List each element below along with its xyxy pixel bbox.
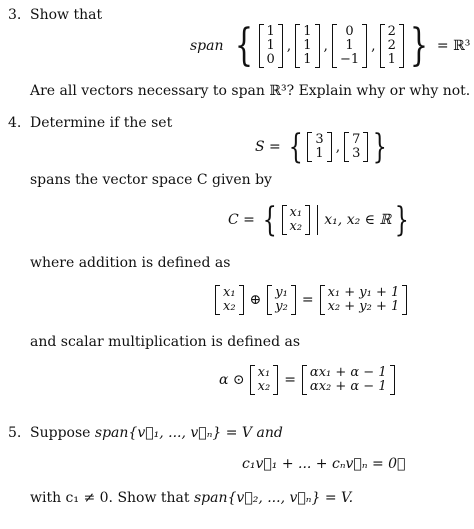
problem-3-intro: Show that	[30, 7, 103, 23]
problem-3-number: 3.	[8, 7, 22, 23]
vector-2: 1 1 1	[295, 24, 319, 68]
addition-definition: x₁ x₂ ⊕ y₁ y₂ = x₁ + y₁ + 1 x₂ + y₂ + 1	[214, 281, 408, 319]
left-brace: {	[234, 20, 253, 71]
add-result-vector: x₁ + y₁ + 1 x₂ + y₂ + 1	[320, 285, 408, 315]
problem-4-number: 4.	[8, 115, 22, 131]
problem-3-span-equation: span { 1 1 0 , 1 1 1 , 0 1 −1 , 2 2 1 } = ℝ³	[190, 20, 471, 71]
problem-5-number: 5.	[8, 425, 22, 441]
space-c-definition: C = { x₁ x₂ x₁, x₂ ∈ ℝ }	[228, 200, 409, 240]
right-brace: }	[409, 20, 428, 71]
problem-5-intro: Suppose span{v⃗₁, ..., v⃗ₙ} = V and	[30, 425, 283, 441]
spans-text: spans the vector space C given by	[30, 172, 272, 188]
c-lhs: C =	[228, 212, 255, 228]
vector-1: 1 1 0	[259, 24, 283, 68]
vector-4: 2 2 1	[380, 24, 404, 68]
set-s-lhs: S =	[255, 139, 281, 155]
scalar-intro: and scalar multiplication is defined as	[30, 334, 301, 350]
scalar-vector: x₁ x₂	[250, 365, 279, 395]
problem-3-question: Are all vectors necessary to span ℝ³? Explain why or why not.	[30, 83, 471, 99]
oplus-operator: ⊕	[249, 292, 262, 308]
problem-5-final: with c₁ ≠ 0. Show that span{v⃗₂, ..., v⃗ₙ} = V.	[30, 490, 354, 506]
scalar-lhs: α ⊙	[219, 372, 245, 388]
add-left-vector: x₁ x₂	[215, 285, 244, 315]
c-vector: x₁ x₂	[282, 205, 311, 235]
c-condition: x₁, x₂ ∈ ℝ	[324, 212, 392, 228]
linear-combination-equation: c₁v⃗₁ + ... + cₙv⃗ₙ = 0⃗	[242, 456, 406, 472]
set-vector-1: 3 1	[307, 132, 331, 162]
scalar-definition: α ⊙ x₁ x₂ = αx₁ + α − 1 αx₂ + α − 1	[219, 361, 396, 399]
such-that-bar	[317, 205, 318, 235]
addition-intro: where addition is defined as	[30, 255, 231, 271]
problem-4-intro: Determine if the set	[30, 115, 173, 131]
set-vector-2: 7 3	[344, 132, 368, 162]
equals-r3: = ℝ³	[436, 38, 471, 54]
add-right-vector: y₁ y₂	[267, 285, 296, 315]
scalar-result-vector: αx₁ + α − 1 αx₂ + α − 1	[302, 365, 395, 395]
vector-3: 0 1 −1	[332, 24, 367, 68]
span-word: span	[190, 38, 224, 54]
set-s-equation: S = { 3 1 , 7 3 }	[255, 127, 388, 167]
